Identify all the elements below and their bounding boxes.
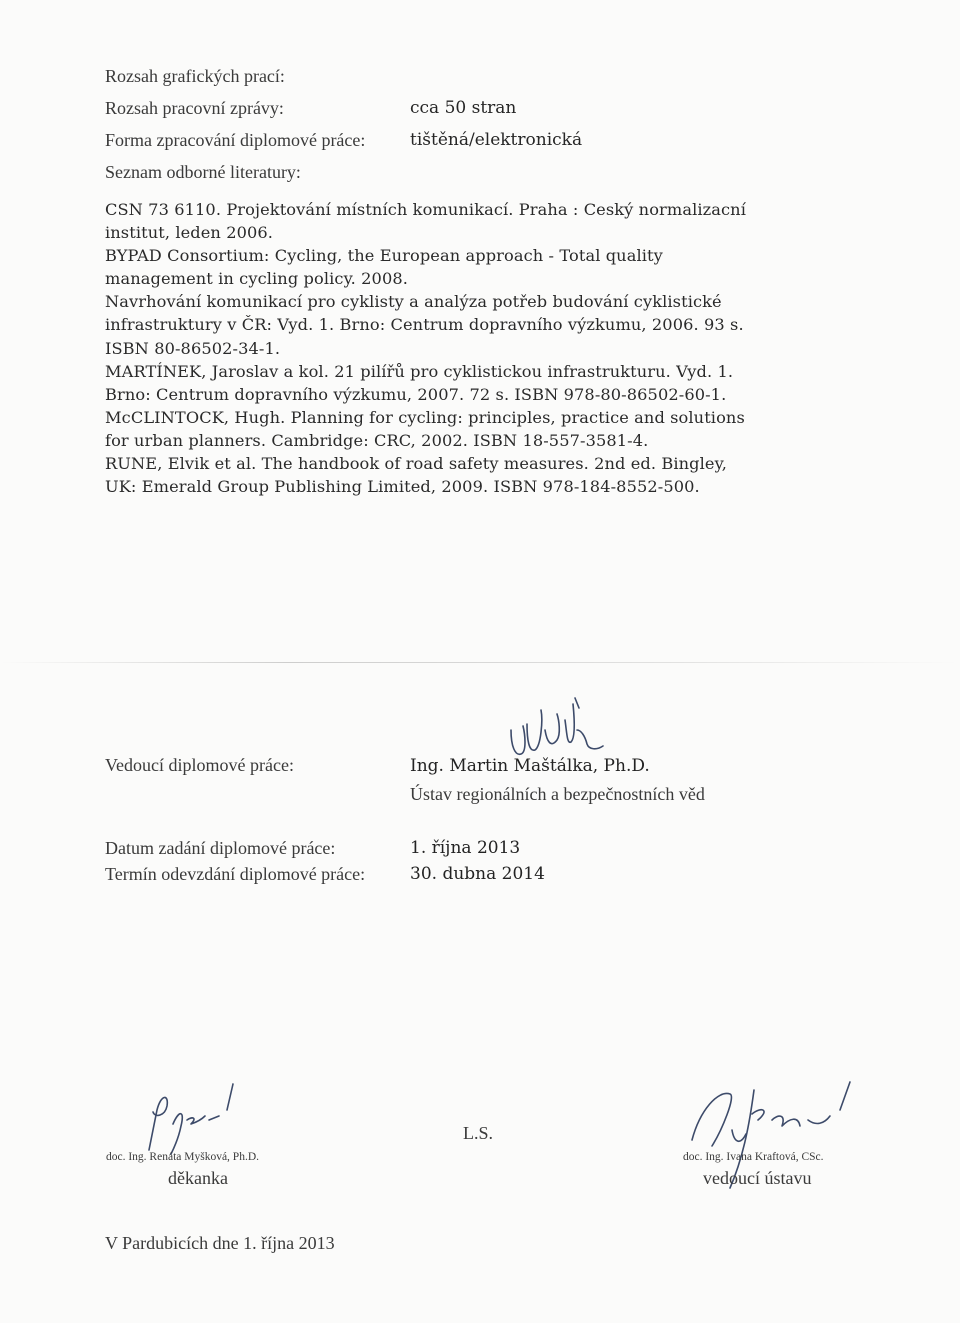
graphic-works-label: Rozsah grafických prací: xyxy=(105,66,285,86)
supervisor-name: Ing. Martin Maštálka, Ph.D. xyxy=(410,756,650,776)
deadline-date-label: Termín odevzdání diplomové práce: xyxy=(105,864,366,884)
supervisor-label: Vedoucí diplomové práce: xyxy=(105,755,294,775)
bibliography-line: CSN 73 6110. Projektování místních komunikací. Praha : Ceský normalizacní xyxy=(105,200,746,219)
bibliography-line: MARTÍNEK, Jaroslav a kol. 21 pilířů pro cyklistickou infrastrukturu. Vyd. 1. xyxy=(105,361,734,381)
place-and-date: V Pardubicích dne 1. října 2013 xyxy=(105,1233,335,1253)
bibliography-line: for urban planners. Cambridge: CRC, 2002. ISBN 18-557-3581-4. xyxy=(105,430,649,450)
head-name: doc. Ing. Ivana Kraftová, CSc. xyxy=(683,1151,824,1163)
bibliography-line: UK: Emerald Group Publishing Limited, 2009. ISBN 978-184-8552-500. xyxy=(105,477,700,497)
bibliography-line: Navrhování komunikací pro cyklisty a analýza potřeb budování cyklistické xyxy=(105,292,722,312)
assigned-date-label: Datum zadání diplomové práce: xyxy=(105,838,336,858)
bibliography-line: institut, leden 2006. xyxy=(105,223,274,243)
bibliography-line: Brno: Centrum dopravního výzkumu, 2007. 72 s. ISBN 978-80-86502-60-1. xyxy=(105,384,727,404)
bibliography-line: McCLINTOCK, Hugh. Planning for cycling: principles, practice and solutions xyxy=(105,407,745,427)
head-role: vedoucí ústavu xyxy=(703,1168,812,1188)
bibliography xyxy=(105,198,850,498)
dean-name: doc. Ing. Renáta Myšková, Ph.D. xyxy=(106,1151,259,1163)
report-scope-label: Rozsah pracovní zprávy: xyxy=(105,98,284,118)
bibliography-line: infrastruktury v ČR: Vyd. 1. Brno: Centrum dopravního výzkumu, 2006. 93 s. xyxy=(105,315,744,335)
deadline-date-value: 30. dubna 2014 xyxy=(410,864,545,884)
thesis-form-value: tištěná/elektronická xyxy=(410,130,583,150)
report-scope-value: cca 50 stran xyxy=(410,98,517,118)
bibliography-line: management in cycling policy. 2008. xyxy=(105,269,408,289)
dean-role: děkanka xyxy=(168,1168,228,1188)
assigned-date-value: 1. října 2013 xyxy=(410,838,521,858)
thesis-form-label: Forma zpracování diplomové práce: xyxy=(105,130,366,150)
bibliography-line: BYPAD Consortium: Cycling, the European approach - Total quality xyxy=(105,246,663,266)
literature-list-label: Seznam odborné literatury: xyxy=(105,162,301,182)
dean-signature xyxy=(135,1080,245,1160)
bibliography-line: RUNE, Elvik et al. The handbook of road safety measures. 2nd ed. Bingley, xyxy=(105,454,727,474)
supervisor-institute: Ústav regionálních a bezpečnostních věd xyxy=(410,784,705,804)
paper-fold-line xyxy=(0,662,960,663)
bibliography-line: ISBN 80-86502-34-1. xyxy=(105,338,281,358)
seal-mark: L.S. xyxy=(463,1123,494,1143)
